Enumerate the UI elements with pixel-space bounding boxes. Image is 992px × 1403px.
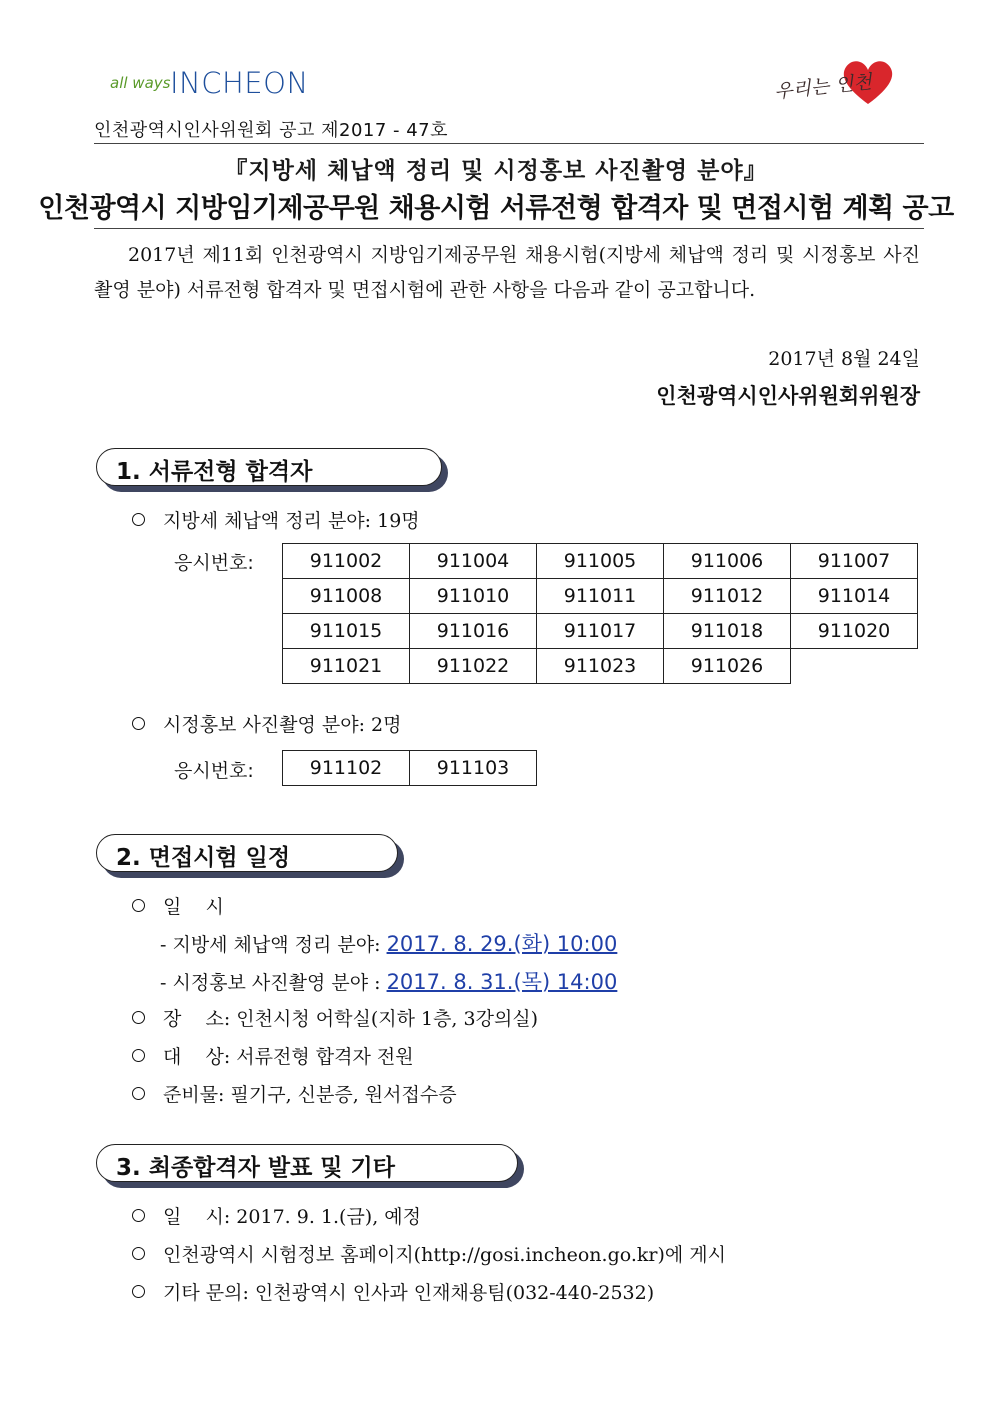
applicant-id-cell: 911008: [283, 579, 410, 614]
intro-paragraph: 2017년 제11회 인천광역시 지방임기제공무원 채용시험(지방세 체납액 정리 및 시정홍보 사진촬영 분야) 서류전형 합격자 및 면접시험에 관한 사항을 다음과 같이 공고합니다.: [94, 244, 920, 301]
schedule-row-2: - 시정홍보 사진촬영 분야 : 2017. 8. 31.(목) 14:00: [160, 970, 618, 994]
circle-bullet-icon: [132, 1011, 145, 1024]
id-row: [283, 579, 918, 614]
title-divider: [94, 228, 924, 229]
interview-items: 준비물: 필기구, 신분증, 원서접수증: [132, 1080, 457, 1107]
interview-datetime: 일 시: [132, 892, 224, 919]
applicant-id-cell: 911015: [283, 614, 410, 649]
applicant-id-cell: 911021: [283, 649, 410, 684]
applicant-id-cell: 911103: [410, 751, 537, 786]
schedule-1-datetime: 2017. 8. 29.(화) 10:00: [386, 932, 618, 956]
logo-wordmark: INCHEON: [170, 66, 309, 100]
groupA-item: [132, 506, 420, 533]
signer: 인천광역시인사위원회위원장: [656, 384, 920, 408]
applicant-id-cell: 911026: [664, 649, 791, 684]
applicant-id-cell: 911023: [537, 649, 664, 684]
applicant-id-cell: 911005: [537, 544, 664, 579]
groupB-id-table: [282, 750, 537, 786]
section-1-title: 1. 서류전형 합격자: [116, 459, 313, 485]
id-row: [283, 751, 537, 786]
circle-bullet-icon: [132, 717, 145, 730]
applicant-id-cell: 911011: [537, 579, 664, 614]
logo-tagline: all ways: [110, 74, 171, 92]
slogan-text: 우리는 인천: [773, 70, 873, 104]
groupB-label: 시정홍보 사진촬영 분야: 2명: [163, 714, 402, 736]
final-date: 일 시: 2017. 9. 1.(금), 예정: [132, 1202, 421, 1229]
slogan-logo: [772, 54, 900, 110]
notice-subtitle: 『지방세 체납액 정리 및 시정홍보 사진촬영 분야』: [224, 158, 768, 184]
applicant-id-cell: 911022: [410, 649, 537, 684]
circle-bullet-icon: [132, 513, 145, 526]
applicant-id-cell: 911014: [791, 579, 918, 614]
applicant-id-cell: 911010: [410, 579, 537, 614]
applicant-id-cell: 911018: [664, 614, 791, 649]
groupA-id-label: 응시번호:: [174, 552, 254, 574]
applicant-id-cell: 911004: [410, 544, 537, 579]
notice-number: 인천광역시인사위원회 공고 제2017 - 47호: [94, 120, 449, 141]
groupB-item: [132, 710, 402, 737]
section-1-header: [96, 448, 442, 486]
empty-cell: [791, 649, 918, 684]
circle-bullet-icon: [132, 1247, 145, 1260]
applicant-id-cell: 911020: [791, 614, 918, 649]
header-divider: [94, 143, 924, 144]
applicant-id-cell: 911002: [283, 544, 410, 579]
groupB-id-label: 응시번호:: [174, 760, 254, 782]
applicant-id-cell: 911012: [664, 579, 791, 614]
id-row: [283, 544, 918, 579]
section-2-header: [96, 834, 398, 872]
schedule-2-datetime: 2017. 8. 31.(목) 14:00: [386, 970, 618, 994]
circle-bullet-icon: [132, 1087, 145, 1100]
applicant-id-cell: 911016: [410, 614, 537, 649]
incheon-logo: [110, 66, 309, 106]
contact-info: 기타 문의: 인천광역시 인사과 인재채용팀(032-440-2532): [132, 1278, 654, 1305]
section-3-title: 3. 최종합격자 발표 및 기타: [116, 1155, 395, 1181]
groupA-id-table: [282, 543, 918, 684]
notice-date: 2017년 8월 24일: [768, 348, 920, 370]
applicant-id-cell: 911102: [283, 751, 410, 786]
section-2-title: 2. 면접시험 일정: [116, 845, 291, 871]
applicant-id-cell: 911017: [537, 614, 664, 649]
circle-bullet-icon: [132, 1285, 145, 1298]
applicant-id-cell: 911007: [791, 544, 918, 579]
interview-target: 대 상: 서류전형 합격자 전원: [132, 1042, 414, 1069]
id-row: [283, 649, 918, 684]
circle-bullet-icon: [132, 1049, 145, 1062]
applicant-id-cell: 911006: [664, 544, 791, 579]
id-row: [283, 614, 918, 649]
circle-bullet-icon: [132, 1209, 145, 1222]
circle-bullet-icon: [132, 899, 145, 912]
groupA-label: 지방세 체납액 정리 분야: 19명: [163, 510, 420, 532]
final-homepage: 인천광역시 시험정보 홈페이지(http://gosi.incheon.go.kr)에 게시: [132, 1240, 726, 1267]
interview-place: 장 소: 인천시청 어학실(지하 1층, 3강의실): [132, 1004, 538, 1031]
section-3-header: [96, 1144, 518, 1182]
notice-title: 인천광역시 지방임기제공무원 채용시험 서류전형 합격자 및 면접시험 계획 공고: [38, 193, 954, 224]
schedule-row-1: - 지방세 체납액 정리 분야: 2017. 8. 29.(화) 10:00: [160, 932, 618, 956]
